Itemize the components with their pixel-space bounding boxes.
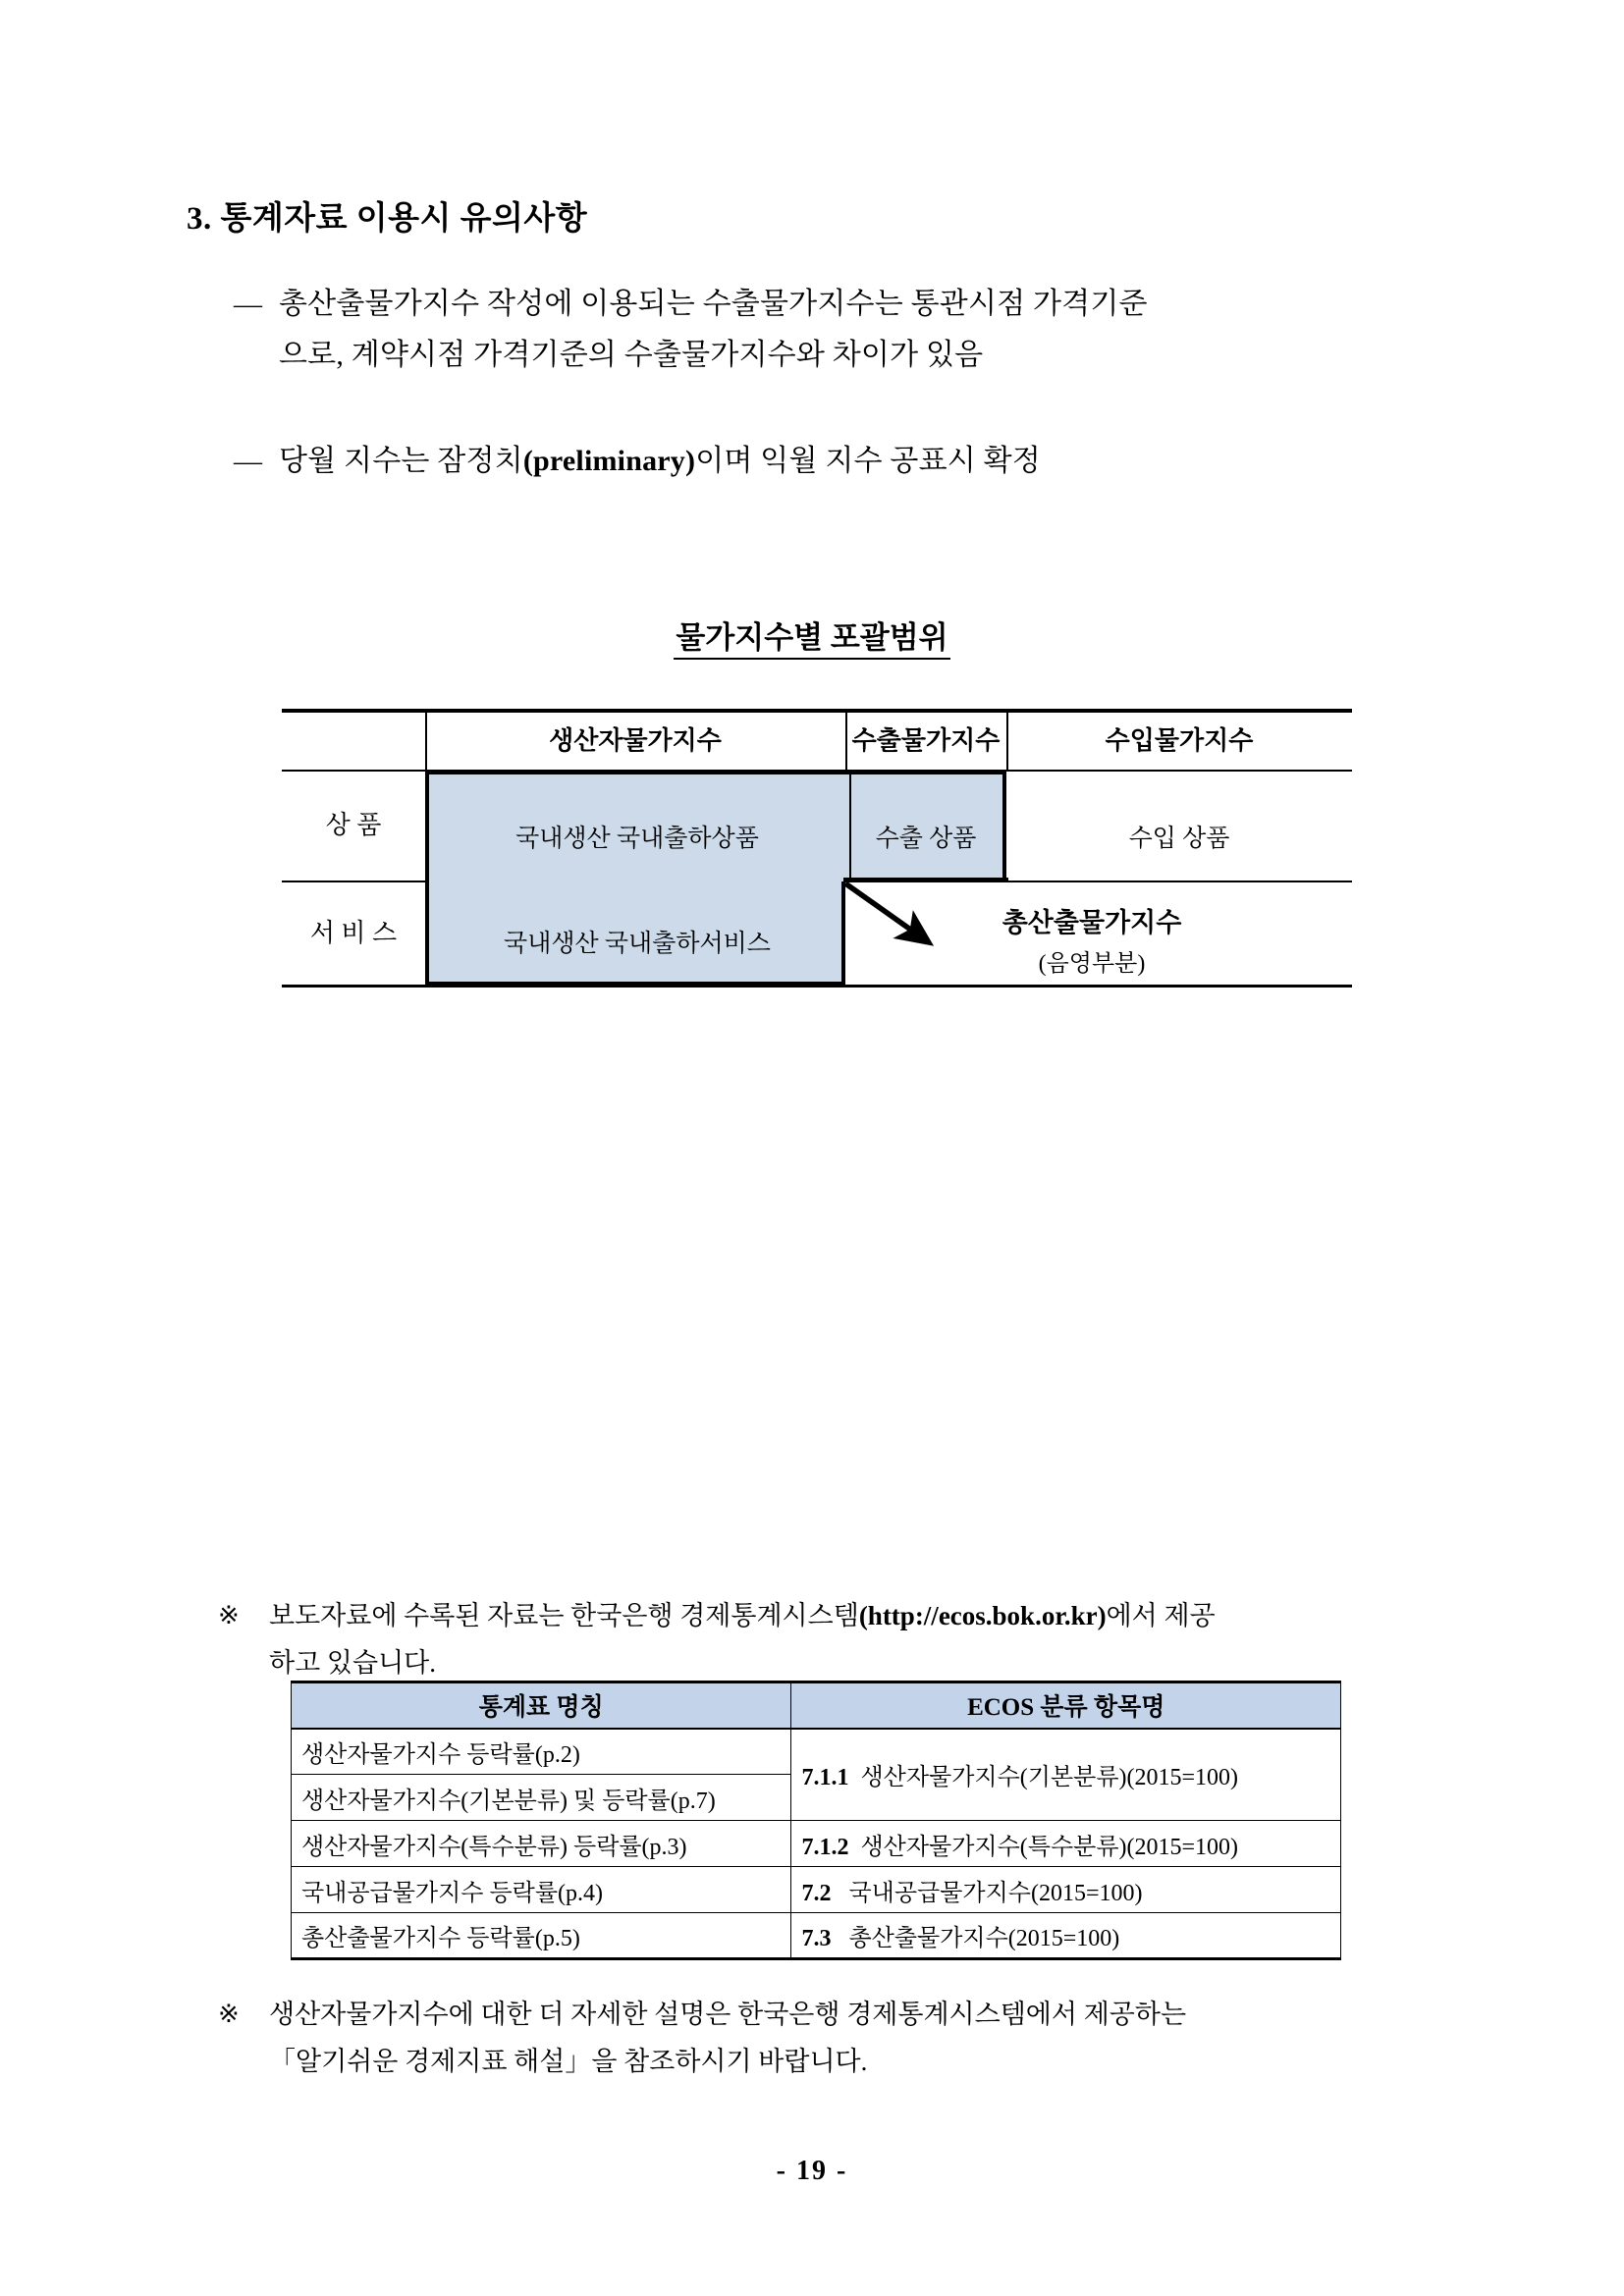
ecos-cell-name: 생산자물가지수(특수분류) 등락률(p.3) [292,1821,791,1867]
coverage-header-mpi: 수입물가지수 [1105,726,1254,755]
ecos-cell-name: 생산자물가지수(기본분류) 및 등락률(p.7) [292,1775,791,1821]
bullet-line: 으로, 계약시점 가격기준의 수출물가지수와 차이가 있음 [279,339,984,371]
coverage-annotation-subtitle: (음영부분) [1038,951,1146,977]
ecos-code-name: 생산자물가지수(특수분류)(2015=100) [860,1834,1239,1860]
bullet-item-2 [234,436,1481,487]
bullet-segment: 당월 지수는 잠정치 [279,445,523,477]
table-row [292,1913,1341,1959]
table-header-row [292,1682,1341,1729]
footnote-1-text [269,1592,1216,1686]
coverage-annotation-title: 총산출물가지수 [1001,908,1182,937]
ecos-header-code: ECOS 분류 항목명 [791,1682,1341,1729]
coverage-cell-goods-mpi: 수입 상품 [1128,826,1230,852]
footnote-line: 「알기쉬운 경제지표 해설」을 참조하시기 바랍니다. [269,2047,868,2076]
footnote-line: 하고 있습니다. [269,1648,436,1678]
ecos-mapping-table [291,1681,1341,1960]
footnote-2 [218,1991,1485,2085]
reference-mark-icon: ※ [218,2000,240,2028]
coverage-row-label-services: 서 비 스 [309,919,398,947]
footnote-1 [218,1592,1485,1686]
ecos-cell-name: 국내공급물가지수 등락률(p.4) [292,1867,791,1913]
ecos-cell-code [791,1913,1341,1959]
footnote-2-text [269,1991,1186,2085]
bullet-segment-english: (preliminary) [522,445,696,477]
table-rule-top [282,709,1352,713]
coverage-row-label-goods: 상 품 [325,811,382,839]
ecos-cell-code [791,1867,1341,1913]
ecos-code-name: 생산자물가지수(기본분류)(2015=100) [860,1765,1239,1791]
footnote-segment: 에서 제공 [1106,1601,1216,1630]
coverage-annotation [930,901,1254,978]
table-row [292,1867,1341,1913]
table-row [292,1821,1341,1867]
bullet-item-1 [234,279,1481,381]
ecos-cell-name: 총산출물가지수 등락률(p.5) [292,1913,791,1959]
bullet-line: 총산출물가지수 작성에 이용되는 수출물가지수는 통관시점 가격기준 [279,288,1148,320]
table-row [292,1729,1341,1775]
footnote-segment: 보도자료에 수록된 자료는 한국은행 경제통계시스템 [269,1601,859,1630]
ecos-code-number: 7.1.2 [801,1834,849,1860]
footnote-line: 생산자물가지수에 대한 더 자세한 설명은 한국은행 경제통계시스템에서 제공하는 [269,2000,1187,2029]
bullet-text-2 [279,436,1041,487]
bullet-segment: 이며 익월 지수 공표시 확정 [695,445,1041,477]
coverage-cell-goods-ppi: 국내생산 국내출하상품 [515,826,759,852]
coverage-cell-goods-xpi: 수출 상품 [875,826,977,852]
bullet-text-1 [279,279,1148,381]
ecos-code-name: 총산출물가지수(2015=100) [848,1926,1120,1951]
ecos-url: (http://ecos.bok.or.kr) [858,1601,1107,1630]
ecos-cell-code [791,1729,1341,1821]
ecos-cell-name: 생산자물가지수 등락률(p.2) [292,1729,791,1775]
coverage-header-ppi: 생산자물가지수 [549,726,722,755]
ecos-code-number: 7.1.1 [801,1765,849,1791]
coverage-header-xpi: 수출물가지수 [851,726,1001,755]
ecos-code-number: 7.3 [801,1926,832,1951]
coverage-cell-services-ppi: 국내생산 국내출하서비스 [504,931,771,957]
ecos-cell-code [791,1821,1341,1867]
em-dash-icon: — [234,446,262,477]
bullet-line [279,436,1041,487]
coverage-table-title [0,613,1624,657]
ecos-code-name: 국내공급물가지수(2015=100) [848,1880,1143,1906]
em-dash-icon: — [234,289,262,320]
page-number: - 19 - [776,2156,848,2186]
ecos-header-name: 통계표 명칭 [292,1682,791,1729]
coverage-table [282,709,1352,987]
footnote-line [269,1592,1216,1639]
ecos-code-number: 7.2 [801,1880,832,1906]
reference-mark-icon: ※ [218,1601,240,1629]
coverage-table-title-text: 물가지수별 포괄범위 [674,620,949,660]
page-title: 3. 통계자료 이용시 유의사항 [187,201,588,237]
